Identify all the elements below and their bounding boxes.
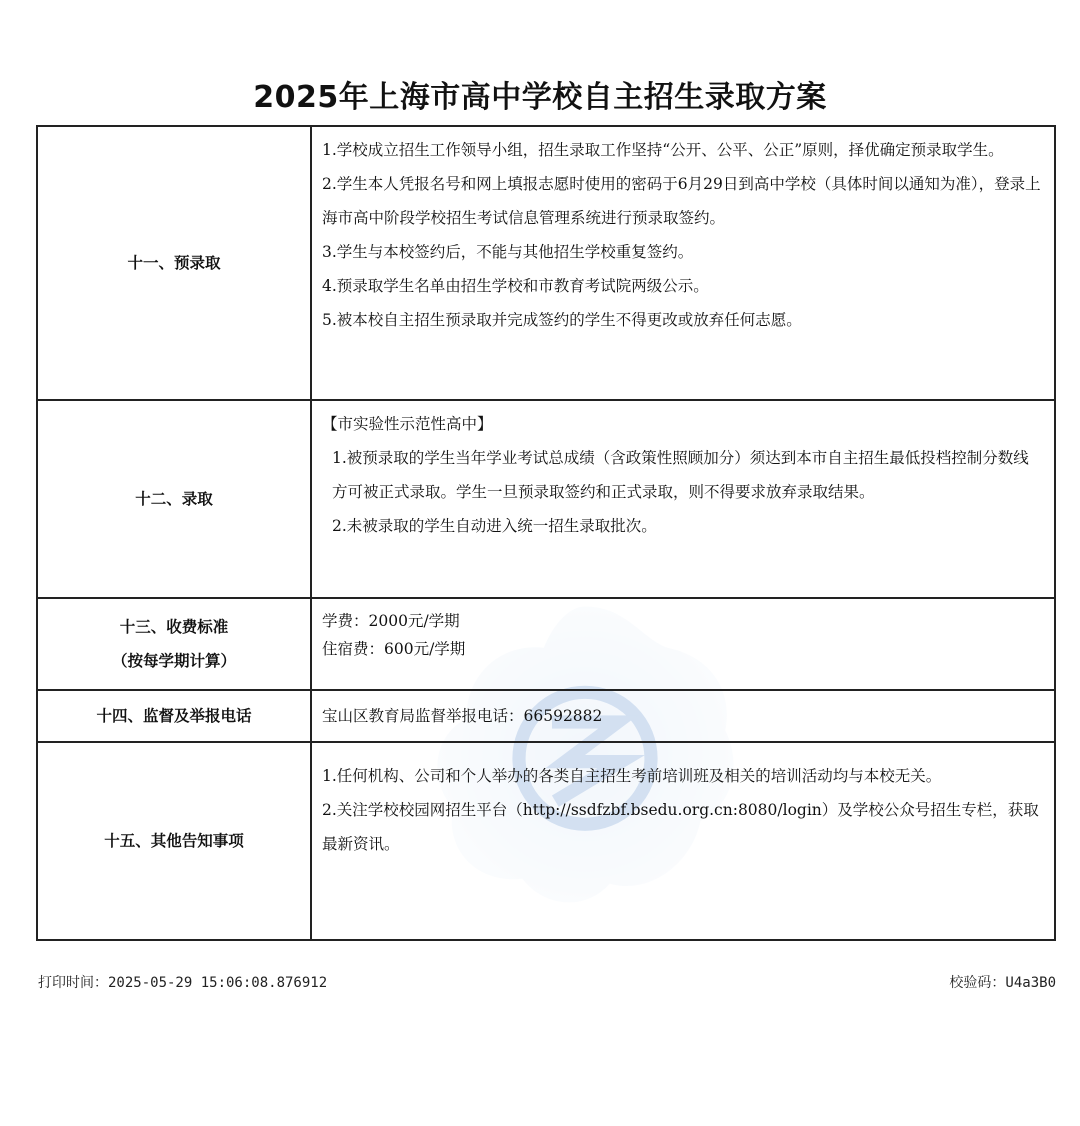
- list-item: 宝山区教育局监督举报电话：66592882: [322, 707, 603, 725]
- list-item: 2.学生本人凭报名号和网上填报志愿时使用的密码于6月29日到高中学校（具体时间以通知为准），登录上海市高中阶段学校招生考试信息管理系统进行预录取签约。: [322, 175, 1041, 227]
- list-item: 5.被本校自主招生预录取并完成签约的学生不得更改或放弃任何志愿。: [322, 311, 802, 329]
- verify-code: 校验码：U4a3B0: [949, 975, 1056, 991]
- section-label: 十五、其他告知事项: [37, 742, 311, 940]
- list-item: 2.关注学校校园网招生平台（http://ssdfzbf.bsedu.org.cn:8080/login）及学校公众号招生专栏，获取最新资讯。: [322, 801, 1039, 853]
- list-item: 2.未被录取的学生自动进入统一招生录取批次。: [332, 517, 657, 535]
- list-item: 学费：2000元/学期: [322, 612, 460, 630]
- section-content: [311, 400, 1055, 598]
- section-label: [37, 598, 311, 690]
- section-label-line: （按每学期计算）: [111, 652, 236, 670]
- section-label-line: 十三、收费标准: [119, 618, 229, 636]
- section-row-other-notices: [37, 742, 1055, 940]
- admission-plan-table: [36, 125, 1056, 941]
- section-row-pre-admission: [37, 126, 1055, 400]
- list-item: 4.预录取学生名单由招生学校和市教育考试院两级公示。: [322, 277, 709, 295]
- section-row-hotline: [37, 690, 1055, 742]
- section-row-admission: [37, 400, 1055, 598]
- document-title: 2025年上海市高中学校自主招生录取方案: [253, 80, 827, 115]
- list-item: 1.任何机构、公司和个人举办的各类自主招生考前培训班及相关的培训活动均与本校无关。: [322, 767, 942, 785]
- list-item: 【市实验性示范性高中】: [322, 415, 493, 433]
- section-content: [311, 690, 1055, 742]
- print-time: 打印时间：2025-05-29 15:06:08.876912: [38, 975, 328, 991]
- list-item: 1.被预录取的学生当年学业考试总成绩（含政策性照顾加分）须达到本市自主招生最低投档控制分数线方可被正式录取。学生一旦预录取签约和正式录取，则不得要求放弃录取结果。: [332, 449, 1029, 501]
- section-label: 十二、录取: [37, 400, 311, 598]
- list-item: 3.学生与本校签约后，不能与其他招生学校重复签约。: [322, 243, 694, 261]
- section-row-fees: [37, 598, 1055, 690]
- section-content: [311, 126, 1055, 400]
- list-item: 住宿费：600元/学期: [322, 640, 466, 658]
- list-item: 1.学校成立招生工作领导小组，招生录取工作坚持“公开、公平、公正”原则，择优确定预录取学生。: [322, 141, 1004, 159]
- section-label: 十一、预录取: [37, 126, 311, 400]
- section-content: [311, 598, 1055, 690]
- section-label: 十四、监督及举报电话: [37, 690, 311, 742]
- section-content: [311, 742, 1055, 940]
